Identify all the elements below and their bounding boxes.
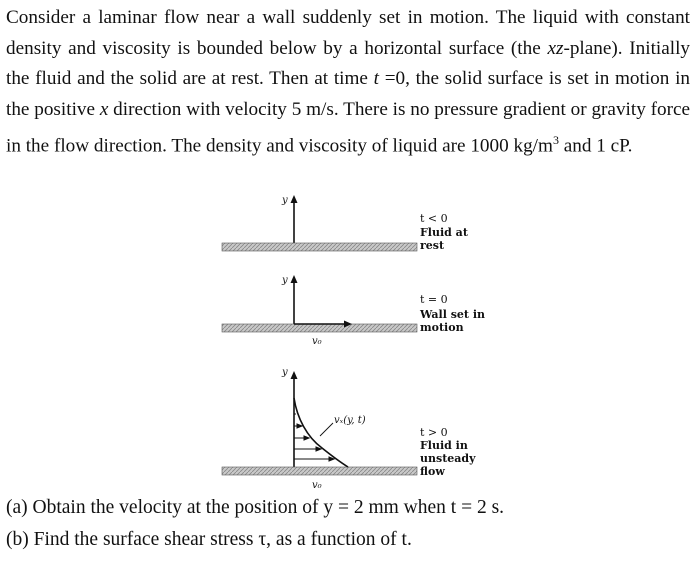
x-symbol: x [99,98,109,120]
panel3-wall-velocity: v₀ [312,480,322,491]
wall-rest [222,243,417,251]
panel2-desc-1: Wall set in [420,308,485,321]
panel1-desc-1: Fluid at [420,226,468,239]
time-symbol: t [373,68,379,90]
profile-label: vₓ(y, t) [334,415,366,426]
panel-start [222,275,485,347]
panel1-y-axis-label: y [282,195,288,206]
panel3-condition: t > 0 [420,426,448,439]
panel3-y-axis-label: y [282,367,288,378]
question-a: (a) Obtain the velocity at the position of y = 2 mm when t = 2 s. [6,497,505,518]
panel2-desc-2: motion [420,321,464,334]
cube-superscript: 3 [552,133,559,148]
panel1-condition: t < 0 [420,212,448,225]
panel-unsteady [222,367,476,491]
problem-text-1: Consider a laminar flow near a wall suddenly set in motion. The liquid with constant density and viscosity is bounded below by a horizontal surface (the [6,7,690,59]
problem-text-3: =0, the solid surface is set in motion in the positive [6,68,690,120]
question-b: (b) Find the surface shear stress τ, as a function of t. [6,529,412,550]
panel3-desc-1: Fluid in [420,439,468,452]
wall-moving [222,324,417,332]
panel2-y-axis-label: y [282,275,288,286]
panel-rest [222,195,469,252]
problem-text-2: -plane). Initially the fluid and the solid are at rest. Then at time [6,37,691,90]
panel3-desc-3: flow [420,465,445,478]
plane-label: xz [547,37,564,59]
wall-unsteady [222,467,417,475]
velocity-profile-curve [294,398,348,467]
panel1-desc-2: rest [420,239,445,252]
panel2-wall-velocity: v₀ [312,336,322,347]
panel3-desc-2: unsteady [420,452,476,465]
problem-text-5: and 1 cP. [563,135,633,157]
problem-text-4: direction with velocity 5 m/s. There is no pressure gradient or gravity force in the flow direction. The density and viscosity of liquid are 1000 kg/m [6,98,691,157]
panel2-condition: t = 0 [420,293,448,306]
